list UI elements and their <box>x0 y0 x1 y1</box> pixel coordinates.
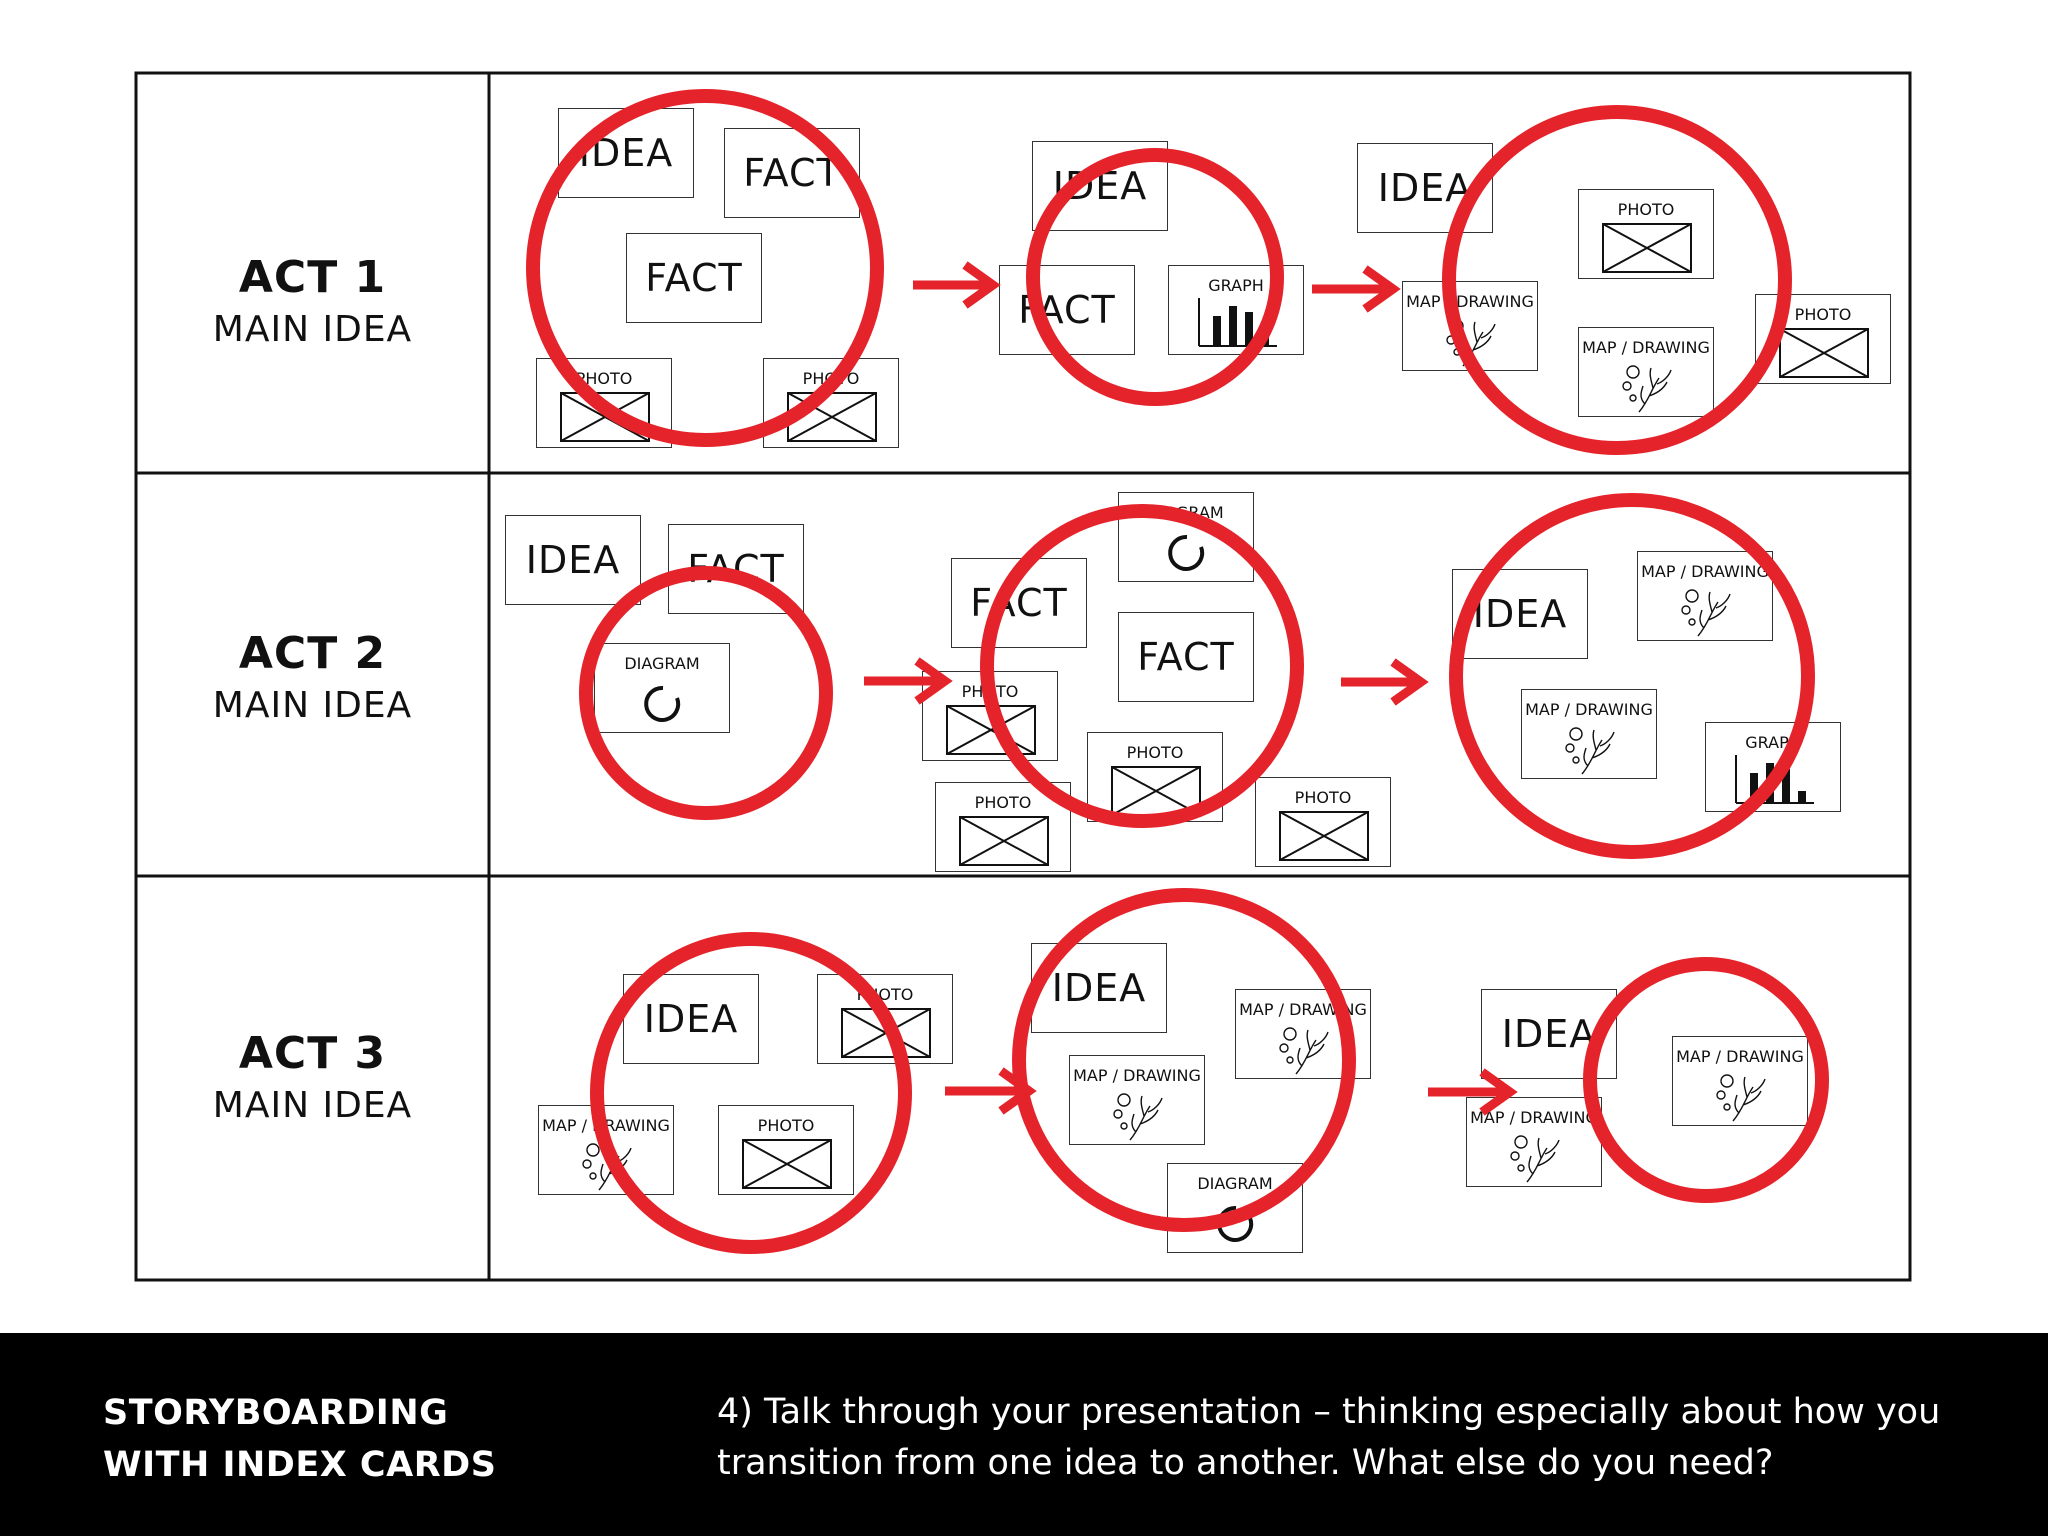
photo-placeholder-icon <box>743 1140 831 1188</box>
map-card <box>1466 1097 1602 1187</box>
card-label: MAP / DRAWING <box>1470 1108 1598 1127</box>
graph-card <box>1168 265 1304 355</box>
map-drawing-icon <box>1280 1028 1328 1074</box>
photo-card <box>718 1105 854 1195</box>
diagram-icon <box>1170 537 1202 569</box>
card-label: MAP / DRAWING <box>542 1116 670 1135</box>
card-label: PHOTO <box>802 369 860 388</box>
photo-card <box>1578 189 1714 279</box>
card-label: MAP / DRAWING <box>1525 700 1653 719</box>
photo-card <box>763 358 899 448</box>
card-label: PHOTO <box>1294 788 1352 807</box>
card-label: PHOTO <box>1794 305 1852 324</box>
card-label: FACT <box>1018 288 1116 332</box>
idea-card <box>505 515 641 605</box>
footer-title-line-2: WITH INDEX CARDS <box>103 1445 497 1485</box>
card-label: IDEA <box>525 538 621 582</box>
card-label: MAP / DRAWING <box>1582 338 1710 357</box>
card-label: IDEA <box>1051 966 1147 1010</box>
map-drawing-icon <box>1682 590 1730 636</box>
diagram-icon <box>646 688 678 720</box>
map-drawing-icon <box>1114 1094 1162 1140</box>
card-label: IDEA <box>1377 166 1473 210</box>
card-label: DIAGRAM <box>1197 1174 1273 1193</box>
photo-placeholder-icon <box>1280 812 1368 860</box>
act-2-title: ACT 2 <box>238 628 387 679</box>
idea-card <box>1031 943 1167 1033</box>
photo-placeholder-icon <box>1112 767 1200 815</box>
photo-placeholder-icon <box>788 393 876 441</box>
act-3-title: ACT 3 <box>238 1028 387 1079</box>
map-card <box>1235 989 1371 1079</box>
card-label: PHOTO <box>1126 743 1184 762</box>
fact-card <box>724 128 860 218</box>
diagram-card <box>1118 492 1254 582</box>
fact-card <box>626 233 762 323</box>
card-label: PHOTO <box>1617 200 1675 219</box>
graph-card <box>1705 722 1841 812</box>
card-label: GRAPH <box>1745 733 1801 752</box>
card-label: IDEA <box>643 997 739 1041</box>
idea-card <box>558 108 694 198</box>
photo-placeholder-icon <box>1780 329 1868 377</box>
idea-card <box>623 974 759 1064</box>
map-drawing-icon <box>1447 320 1495 366</box>
map-drawing-icon <box>583 1144 631 1190</box>
photo-card <box>536 358 672 448</box>
card-label: PHOTO <box>856 985 914 1004</box>
photo-card <box>922 671 1058 761</box>
map-card <box>1521 689 1657 779</box>
diagram-card <box>594 643 730 733</box>
footer-bar <box>0 1333 2048 1536</box>
map-drawing-icon <box>1623 366 1671 412</box>
map-drawing-icon <box>1511 1136 1559 1182</box>
photo-placeholder-icon <box>561 393 649 441</box>
photo-placeholder-icon <box>1603 224 1691 272</box>
card-label: FACT <box>687 547 785 591</box>
card-label: FACT <box>1137 635 1235 679</box>
photo-card <box>1087 732 1223 822</box>
act-2-label <box>136 628 489 726</box>
act-1-title: ACT 1 <box>238 252 387 303</box>
fact-card <box>951 558 1087 648</box>
card-label: MAP / DRAWING <box>1641 562 1769 581</box>
footer-title <box>103 1387 623 1491</box>
card-label: GRAPH <box>1208 276 1264 295</box>
card-label: DIAGRAM <box>1148 503 1224 522</box>
act-2-subtitle: MAIN IDEA <box>212 685 413 726</box>
card-label: MAP / DRAWING <box>1073 1066 1201 1085</box>
card-label: IDEA <box>1501 1012 1597 1056</box>
card-label: IDEA <box>1472 592 1568 636</box>
idea-card <box>1357 143 1493 233</box>
diagram-icon <box>1219 1208 1251 1240</box>
card-label: PHOTO <box>575 369 633 388</box>
map-card <box>1069 1055 1205 1145</box>
idea-card <box>1452 569 1588 659</box>
bar-graph-icon <box>1199 298 1277 346</box>
map-card <box>1637 551 1773 641</box>
card-label: IDEA <box>1052 164 1148 208</box>
photo-placeholder-icon <box>842 1009 930 1057</box>
card-label: MAP / DRAWING <box>1676 1047 1804 1066</box>
card-label: DIAGRAM <box>624 654 700 673</box>
map-card <box>1578 327 1714 417</box>
footer-description: 4) Talk through your presentation – thinking especially about how you transition from one idea to another. What else do you need? <box>717 1392 1941 1483</box>
card-label: PHOTO <box>961 682 1019 701</box>
footer-title-line-1: STORYBOARDING <box>103 1393 449 1433</box>
fact-card <box>1118 612 1254 702</box>
card-label: FACT <box>743 151 841 195</box>
fact-card <box>668 524 804 614</box>
map-card <box>538 1105 674 1195</box>
photo-card <box>1755 294 1891 384</box>
card-label: FACT <box>970 581 1068 625</box>
act-3-subtitle: MAIN IDEA <box>212 1085 413 1126</box>
map-drawing-icon <box>1717 1075 1765 1121</box>
photo-card <box>1255 777 1391 867</box>
card-label: MAP / DRAWING <box>1406 292 1534 311</box>
card-label: PHOTO <box>757 1116 815 1135</box>
map-card <box>1402 281 1538 371</box>
bar-graph-icon <box>1736 755 1814 803</box>
card-label: MAP / DRAWING <box>1239 1000 1367 1019</box>
act-1-label <box>136 252 489 350</box>
idea-card <box>1481 989 1617 1079</box>
photo-placeholder-icon <box>960 817 1048 865</box>
card-label: IDEA <box>578 131 674 175</box>
photo-placeholder-icon <box>947 706 1035 754</box>
act-1-subtitle: MAIN IDEA <box>212 309 413 350</box>
photo-card <box>935 782 1071 872</box>
card-label: PHOTO <box>974 793 1032 812</box>
photo-card <box>817 974 953 1064</box>
map-card <box>1672 1036 1808 1126</box>
fact-card <box>999 265 1135 355</box>
card-label: FACT <box>645 256 743 300</box>
diagram-card <box>1167 1163 1303 1253</box>
map-drawing-icon <box>1566 728 1614 774</box>
idea-card <box>1032 141 1168 231</box>
act-3-label <box>136 1028 489 1126</box>
